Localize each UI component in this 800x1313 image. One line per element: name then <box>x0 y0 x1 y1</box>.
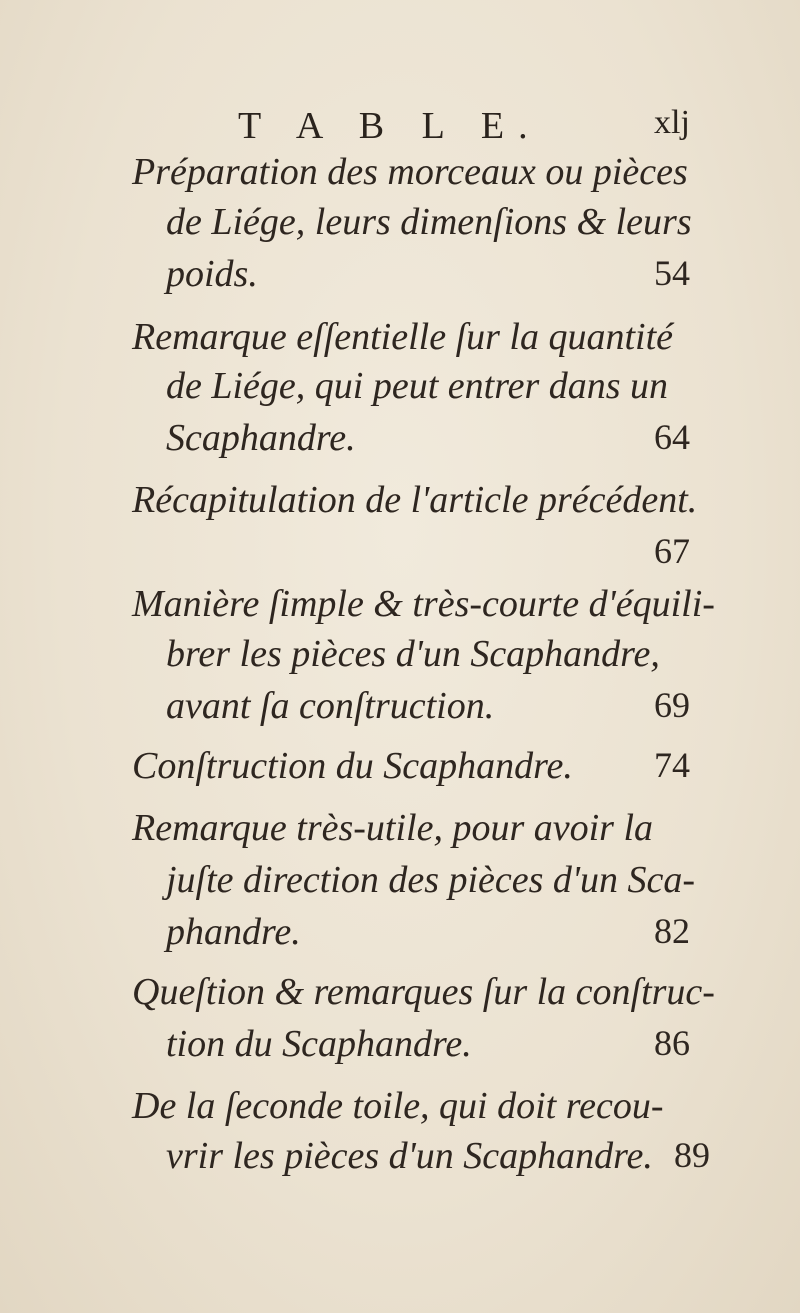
header-folio: xlj <box>654 104 690 141</box>
entry-line: Remarque eſſentielle ſur la quantité <box>132 316 674 358</box>
entry-line: Conſtruction du Scaphandre. <box>132 745 573 787</box>
entry-line: Queſtion & remarques ſur la conſtruc- <box>132 971 715 1013</box>
page-number: 54 <box>654 253 690 293</box>
running-header <box>0 98 800 158</box>
page-number: 82 <box>654 911 690 951</box>
entry-line: vrir les pièces d'un Scaphandre. <box>166 1135 653 1177</box>
entry-line: Manière ſimple & très-courte d'équili- <box>132 583 715 625</box>
entry-line: Remarque très-utile, pour avoir la <box>132 807 654 849</box>
header-title: T A B L E. <box>238 105 542 147</box>
entry-line: brer les pièces d'un Scaphandre, <box>166 633 660 675</box>
entry-line: Récapitulation de l'article précédent. <box>132 479 698 521</box>
entry-line: de Liége, qui peut entrer dans un <box>166 365 669 407</box>
entry-line: poids. <box>166 253 258 295</box>
page-number: 69 <box>654 685 690 725</box>
page-number: 89 <box>674 1135 710 1175</box>
entry-line: Scaphandre. <box>166 417 356 459</box>
page-number: 64 <box>654 417 690 457</box>
entry-line: De la ſeconde toile, qui doit recou- <box>132 1085 664 1127</box>
entry-line: juſte direction des pièces d'un Sca- <box>166 859 696 901</box>
entry-line: phandre. <box>166 911 301 953</box>
entry-line: tion du Scaphandre. <box>166 1023 472 1065</box>
page-number: 67 <box>654 531 690 571</box>
page-number: 86 <box>654 1023 690 1063</box>
entry-line: Préparation des morceaux ou pièces <box>132 151 688 193</box>
entry-line: avant ſa conſtruction. <box>166 685 495 727</box>
entry-line: de Liége, leurs dimenſions & leurs <box>166 201 692 243</box>
page-number: 74 <box>654 745 690 785</box>
